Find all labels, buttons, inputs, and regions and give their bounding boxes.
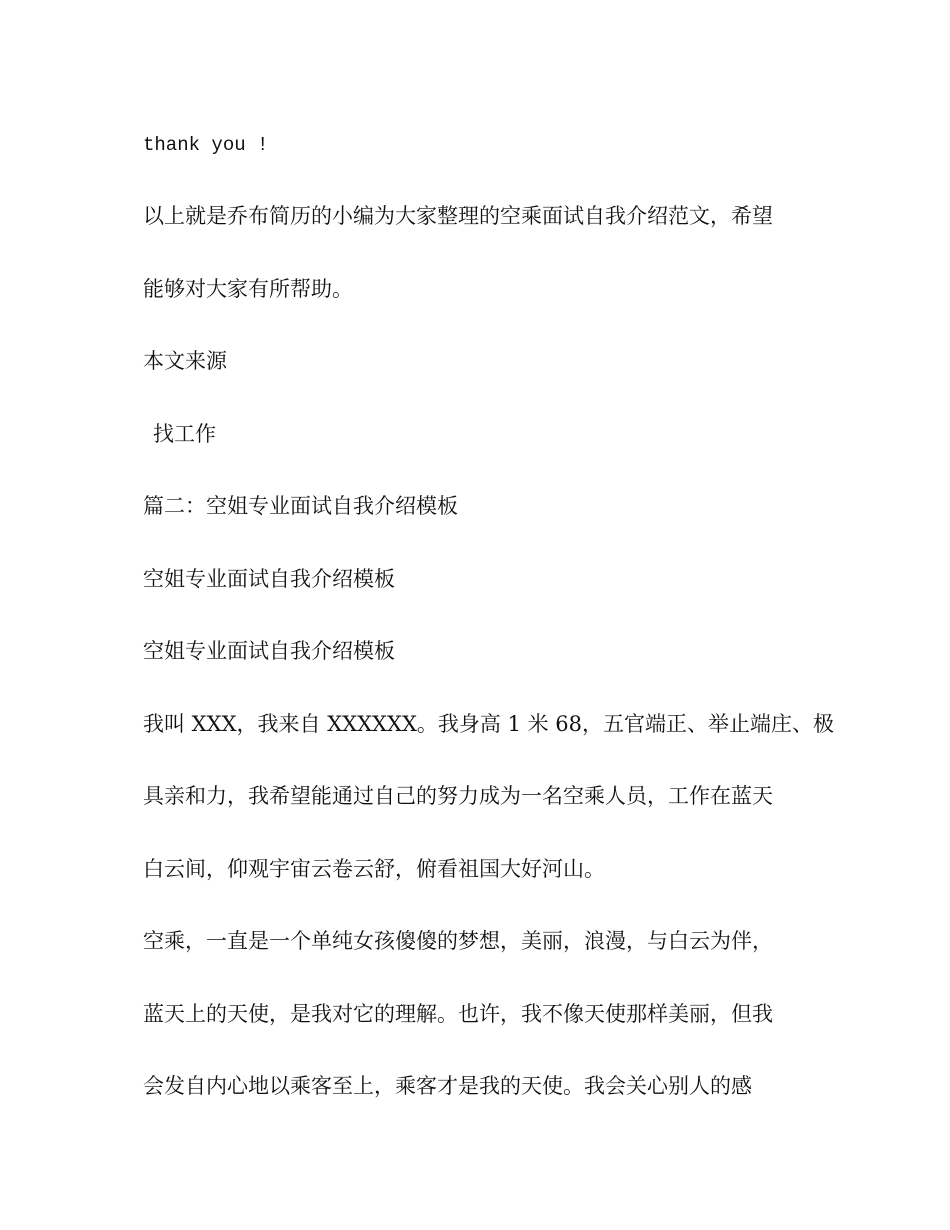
text-line-thank-you: thank you ! xyxy=(143,134,269,156)
text-line-title: 空姐专业面试自我介绍模板 xyxy=(143,567,395,591)
section-heading: 篇二：空姐专业面试自我介绍模板 xyxy=(143,494,458,518)
text-line-source-label: 本文来源 xyxy=(143,349,227,373)
text-line-find-job: 找工作 xyxy=(153,422,216,446)
text-line: 能够对大家有所帮助。 xyxy=(143,277,353,301)
text-line: 白云间，仰观宇宙云卷云舒，俯看祖国大好河山。 xyxy=(143,857,605,881)
text-line: 具亲和力，我希望能通过自己的努力成为一名空乘人员，工作在蓝天 xyxy=(143,784,773,808)
text-line: 会发自内心地以乘客至上，乘客才是我的天使。我会关心别人的感 xyxy=(143,1074,752,1098)
text-line: 以上就是乔布简历的小编为大家整理的空乘面试自我介绍范文，希望 xyxy=(143,204,773,228)
text-line: 蓝天上的天使，是我对它的理解。也许，我不像天使那样美丽，但我 xyxy=(143,1002,773,1026)
text-line: 我叫 XXX，我来自 XXXXXX。我身高 1 米 68，五官端正、举止端庄、极 xyxy=(143,712,835,736)
text-line-title: 空姐专业面试自我介绍模板 xyxy=(143,639,395,663)
text-line: 空乘，一直是一个单纯女孩傻傻的梦想，美丽，浪漫，与白云为伴， xyxy=(143,929,773,953)
